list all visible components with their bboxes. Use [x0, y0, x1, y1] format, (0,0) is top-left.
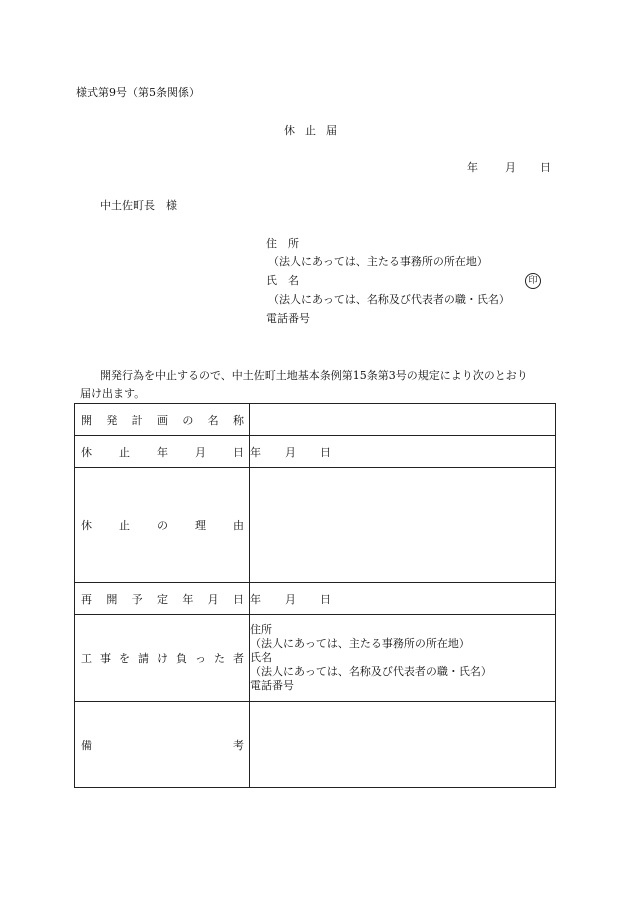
contractor-name-note: （法人にあっては、名称及び代表者の職・氏名） [250, 665, 492, 678]
seal-mark: 印 [525, 273, 541, 289]
applicant-name-note: （法人にあっては、名称及び代表者の職・氏名） [268, 293, 510, 306]
label-contractor: 工 事 を 請 け 負 っ た 者 [75, 615, 250, 702]
applicant-name-label: 氏 名 [266, 274, 299, 287]
label-resumption-date: 再 開 予 定 年 月 日 [75, 583, 250, 615]
addressee: 中土佐町長 様 [100, 199, 177, 212]
table-row [75, 702, 556, 788]
table-row [75, 468, 556, 583]
body-text-line-2: 届け出ます。 [80, 387, 146, 400]
date-year: 年 [467, 161, 478, 174]
value-contractor[interactable] [250, 615, 556, 702]
value-development-plan-name[interactable] [250, 404, 556, 436]
label-remarks: 備 考 [75, 702, 250, 788]
label-suspension-date: 休 止 年 月 日 [75, 436, 250, 468]
contractor-name-label: 氏名 [250, 651, 272, 664]
value-resumption-date[interactable]: 年 月 日 [250, 583, 556, 615]
contractor-address-note: （法人にあっては、主たる事務所の所在地） [250, 637, 470, 650]
value-remarks[interactable] [250, 702, 556, 788]
date-day: 日 [540, 161, 551, 174]
form-table [74, 403, 556, 788]
contractor-address-label: 住所 [250, 623, 272, 636]
body-text-line-1: 開発行為を中止するので、中土佐町土地基本条例第15条第3号の規定により次のとおり [100, 369, 528, 382]
table-row [75, 583, 556, 615]
value-suspension-date[interactable]: 年 月 日 [250, 436, 556, 468]
table-row [75, 404, 556, 436]
label-suspension-reason: 休 止 の 理 由 [75, 468, 250, 583]
table-row [75, 436, 556, 468]
applicant-phone-label: 電話番号 [266, 312, 310, 325]
form-number: 様式第9号（第5条関係） [76, 86, 200, 99]
value-suspension-reason[interactable] [250, 468, 556, 583]
contractor-phone-label: 電話番号 [250, 679, 294, 692]
applicant-address-label: 住 所 [266, 237, 299, 250]
document-title: 休止届 [284, 124, 347, 137]
table-row [75, 615, 556, 702]
applicant-address-note: （法人にあっては、主たる事務所の所在地） [268, 255, 488, 268]
label-development-plan-name: 開 発 計 画 の 名 称 [75, 404, 250, 436]
date-month: 月 [505, 161, 516, 174]
